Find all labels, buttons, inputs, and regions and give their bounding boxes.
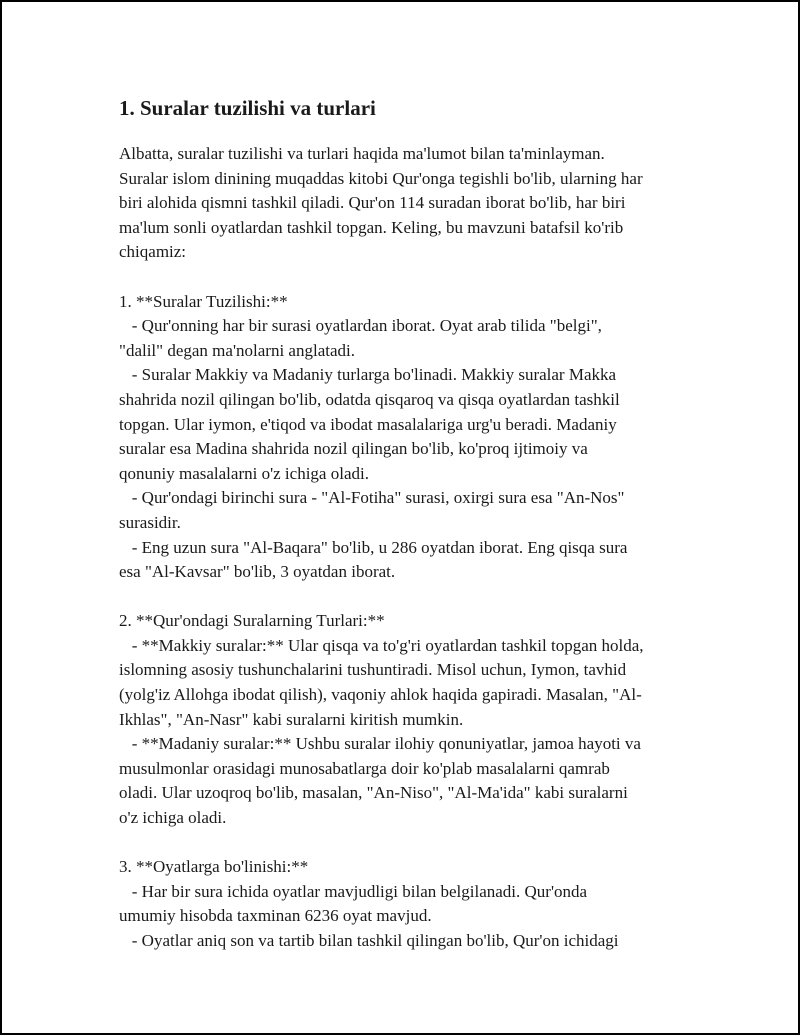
body-text: Albatta, suralar tuzilishi va turlari haqida ma'lumot bilan ta'minlayman. Suralar islom dinining muqaddas kitobi Qur'onga tegishli bo'lib, ularning har biri alohida qismni tashkil qiladi. Qur'on 114 suradan iborat bo'lib, har biri ma'lum sonli oyatlardan tashkil topgan. Keling, bu mavzuni batafsil ko'rib chiqamiz: 1. **Suralar Tuzilishi:** - Qur'onning har bir surasi oyatlardan iborat. Oyat arab tilida "belgi", "dalil" degan ma'nolarni anglatadi. - Suralar Makkiy va Madaniy turlarga bo'linadi. Makkiy suralar Makka shahrida nozil qilingan bo'lib, odatda qisqaroq va qisqa oyatlardan tashkil topgan. Ular iymon, e'tiqod va ibodat masalalariga urg'u beradi. Madaniy suralar esa Madina shahrida nozil qilingan bo'lib, ko'proq ijtimoiy va qonuniy masalalarni o'z ichiga oladi. - Qur'ondagi birinchi sura - "Al-Fotiha" surasi, oxirgi sura esa "An-Nos" surasidir. - Eng uzun sura "Al-Baqara" bo'lib, u 286 oyatdan iborat. Eng qisqa sura esa "Al-Kavsar" bo'lib, 3 oyatdan iborat. 2. **Qur'ondagi Suralarning Turlari:** - **Makkiy suralar:** Ular qisqa va to'g'ri oyatlardan tashkil topgan holda, islomning asosiy tushunchalarini tushuntiradi. Misol uchun, Iymon, tavhid (yolg'iz Allohga ibodat qilish), vaqoniy ahlok haqida gapiradi. Masalan, "Al- Ikhlas", "An-Nasr" kabi suralarni kiritish mumkin. - **Madaniy suralar:** Ushbu suralar ilohiy qonuniyatlar, jamoa hayoti va musulmonlar orasidagi munosabatlarga doir ko'plab masalalarni qamrab oladi. Ular uzoqroq bo'lib, masalan, "An-Niso", "Al-Ma'ida" kabi suralarni o'z ichiga oladi. 3. **Oyatlarga bo'linishi:** - Har bir sura ichida oyatlar mavjudligi bilan belgilanadi. Qur'onda umumiy hisobda taxminan 6236 oyat mavjud. - Oyatlar aniq son va tartib bilan tashkil qilingan bo'lib, Qur'on ichidagi xyxy=(119,144,644,950)
section-heading: 1. Suralar tuzilishi va turlari xyxy=(119,96,376,120)
document-content xyxy=(119,94,699,954)
